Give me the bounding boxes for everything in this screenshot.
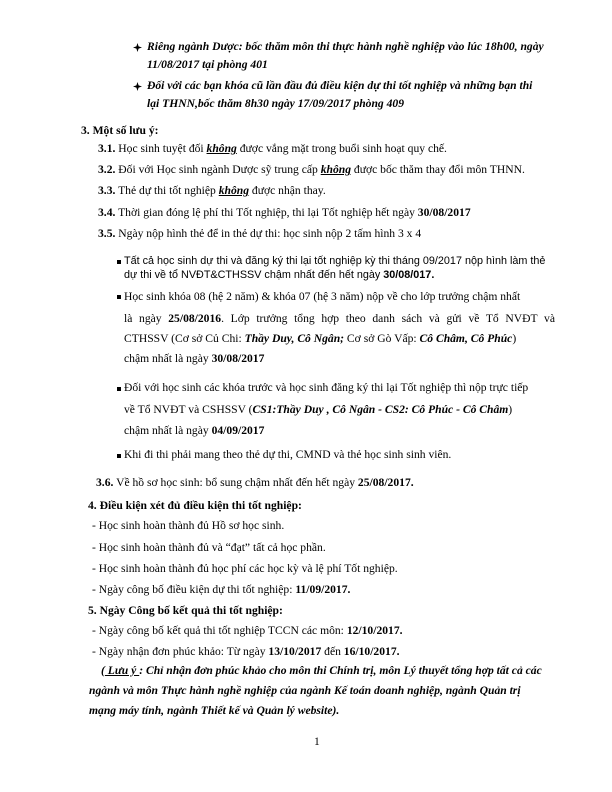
top-bullet-2-line-2: lại THNN,bốc thăm 8h30 ngày 17/09/2017 phòng 409 bbox=[147, 97, 405, 110]
deadline-date: 30/08/2017 bbox=[211, 352, 265, 365]
note-line-2: ngành và môn Thực hành nghề nghiệp của ngành Kế toán doanh nghiệp, ngành Quản trị bbox=[89, 684, 521, 697]
photo-note-2-line-2: là ngày 25/08/2016. Lớp trưởng tổng hợp theo danh sách và gửi về Tổ NVĐT và bbox=[124, 312, 556, 325]
square-bullet-icon bbox=[117, 387, 121, 391]
deadline-date: 30/08/2017 bbox=[417, 206, 471, 219]
section-4-item-1: - Học sinh hoàn thành đủ Hồ sơ học sinh. bbox=[92, 519, 285, 532]
photo-note-2-line-3: CTHSSV (Cơ sở Củ Chi: Thầy Duy, Cô Ngân; Cơ sở Gò Vấp: Cô Châm, Cô Phúc) bbox=[124, 332, 517, 345]
photo-note-1-line-2: dự thi về tổ NVĐT&CTHSSV chậm nhất đến hết ngày 30/08/017. bbox=[124, 269, 435, 281]
item-number: 3.1. bbox=[98, 142, 116, 155]
deadline-date: 30/08/017. bbox=[383, 269, 435, 281]
deadline-date: 04/09/2017 bbox=[211, 424, 265, 437]
photo-note-1-line-1: Tất cả học sinh dự thi và đăng ký thi lại tốt nghiệp kỳ thi tháng 09/2017 nộp hình làm thẻ bbox=[124, 255, 546, 267]
top-bullet-1-line-1: Riêng ngành Dược: bốc thăm môn thi thực hành nghề nghiệp vào lúc 18h00, ngày bbox=[147, 40, 544, 53]
square-bullet-icon bbox=[117, 260, 121, 264]
item-number: 3.4. bbox=[98, 206, 116, 219]
appeal-end-date: 16/10/2017. bbox=[343, 645, 400, 658]
photo-note-2-line-4: chậm nhất là ngày 30/08/2017 bbox=[124, 352, 265, 365]
section-5-heading: 5. Ngày Công bố kết quả thi tốt nghiệp: bbox=[88, 604, 283, 617]
photo-note-3-line-2: về Tổ NVĐT và CSHSSV (CS1:Thầy Duy , Cô Ngân - CS2: Cô Phúc - Cô Châm) bbox=[124, 403, 513, 416]
section-4-item-3: - Học sinh hoàn thành đủ học phí các học kỳ và lệ phí Tốt nghiệp. bbox=[92, 562, 398, 575]
deadline-date: 25/08/2017. bbox=[357, 476, 414, 489]
item-number: 3.2. bbox=[98, 163, 116, 176]
photo-note-2-line-1: Học sinh khóa 08 (hệ 2 năm) & khóa 07 (hệ 3 năm) nộp về cho lớp trưởng chậm nhất bbox=[124, 290, 521, 303]
deadline-date: 11/09/2017. bbox=[295, 583, 351, 596]
item-3-4: 3.4. Thời gian đóng lệ phí thi Tốt nghiệp, thi lại Tốt nghiệp hết ngày 30/08/2017 bbox=[98, 206, 471, 219]
appeal-start-date: 13/10/2017 bbox=[268, 645, 322, 658]
diamond-bullet-icon bbox=[133, 43, 142, 52]
note-label: Lưu ý bbox=[104, 664, 140, 677]
item-3-5: 3.5. Ngày nộp hình thẻ để in thẻ dự thi: học sinh nộp 2 tấm hình 3 x 4 bbox=[98, 227, 422, 240]
item-3-2: 3.2. Đối với Học sinh ngành Dược sỹ trung cấp không được bốc thăm thay đổi môn THNN. bbox=[98, 163, 525, 176]
page-number: 1 bbox=[314, 735, 320, 748]
section-5-item-2: - Ngày nhận đơn phúc khảo: Từ ngày 13/10/2017 đến 16/10/2017. bbox=[92, 645, 400, 658]
section-4-item-2: - Học sinh hoàn thành đủ và “đạt” tất cả học phần. bbox=[92, 541, 326, 554]
item-3-6: 3.6. Về hồ sơ học sinh: bổ sung chậm nhất đến hết ngày 25/08/2017. bbox=[96, 476, 414, 489]
deadline-date: 25/08/2016 bbox=[168, 312, 222, 325]
square-bullet-icon bbox=[117, 295, 121, 299]
emphasis-khong: không bbox=[218, 184, 250, 197]
item-3-1: 3.1. Học sinh tuyệt đối không được vắng mặt trong buổi sinh hoạt quy chế. bbox=[98, 142, 447, 155]
emphasis-khong: không bbox=[206, 142, 237, 155]
contact-names: Thầy Duy, Cô Ngân; bbox=[244, 332, 345, 345]
top-bullet-1-line-2: 11/08/2017 tại phòng 401 bbox=[147, 58, 268, 71]
section-5-item-1: - Ngày công bố kết quả thi tốt nghiệp TCCN các môn: 12/10/2017. bbox=[92, 624, 403, 637]
item-3-3: 3.3. Thẻ dự thi tốt nghiệp không được nhận thay. bbox=[98, 184, 326, 197]
top-bullet-2-line-1: Đối với các bạn khóa cũ lần đầu đủ điều kiện dự thi tốt nghiệp và những bạn thi bbox=[147, 79, 533, 92]
section-4-heading: 4. Điều kiện xét đủ điều kiện thi tốt nghiệp: bbox=[88, 499, 302, 512]
result-date: 12/10/2017. bbox=[346, 624, 403, 637]
note-line-3: mạng máy tính, ngành Thiết kế và Quản lý website). bbox=[89, 704, 340, 717]
section-4-item-4: - Ngày công bố điều kiện dự thi tốt nghiệp: 11/09/2017. bbox=[92, 583, 351, 596]
emphasis-khong: không bbox=[320, 163, 351, 176]
contact-names: CS1:Thầy Duy , Cô Ngân - CS2: Cô Phúc - Cô Châm bbox=[252, 403, 509, 416]
item-number: 3.6. bbox=[96, 476, 114, 489]
contact-names: Cô Châm, Cô Phúc bbox=[419, 332, 513, 345]
item-number: 3.3. bbox=[98, 184, 116, 197]
note-line-1: ( Lưu ý : Chỉ nhận đơn phúc khảo cho môn thi Chính trị, môn Lý thuyết tổng hợp tất cả các bbox=[101, 664, 542, 677]
photo-note-3-line-3: chậm nhất là ngày 04/09/2017 bbox=[124, 424, 265, 437]
section-3-heading: 3. Một số lưu ý: bbox=[81, 124, 159, 137]
item-number: 3.5. bbox=[98, 227, 116, 240]
photo-note-4: Khi đi thi phải mang theo thẻ dự thi, CMND và thẻ học sinh sinh viên. bbox=[124, 448, 452, 461]
photo-note-3-line-1: Đối với học sinh các khóa trước và học sinh đăng ký thi lại Tốt nghiệp thì nộp trực tiếp bbox=[124, 381, 529, 394]
diamond-bullet-icon bbox=[133, 82, 142, 91]
square-bullet-icon bbox=[117, 454, 121, 458]
